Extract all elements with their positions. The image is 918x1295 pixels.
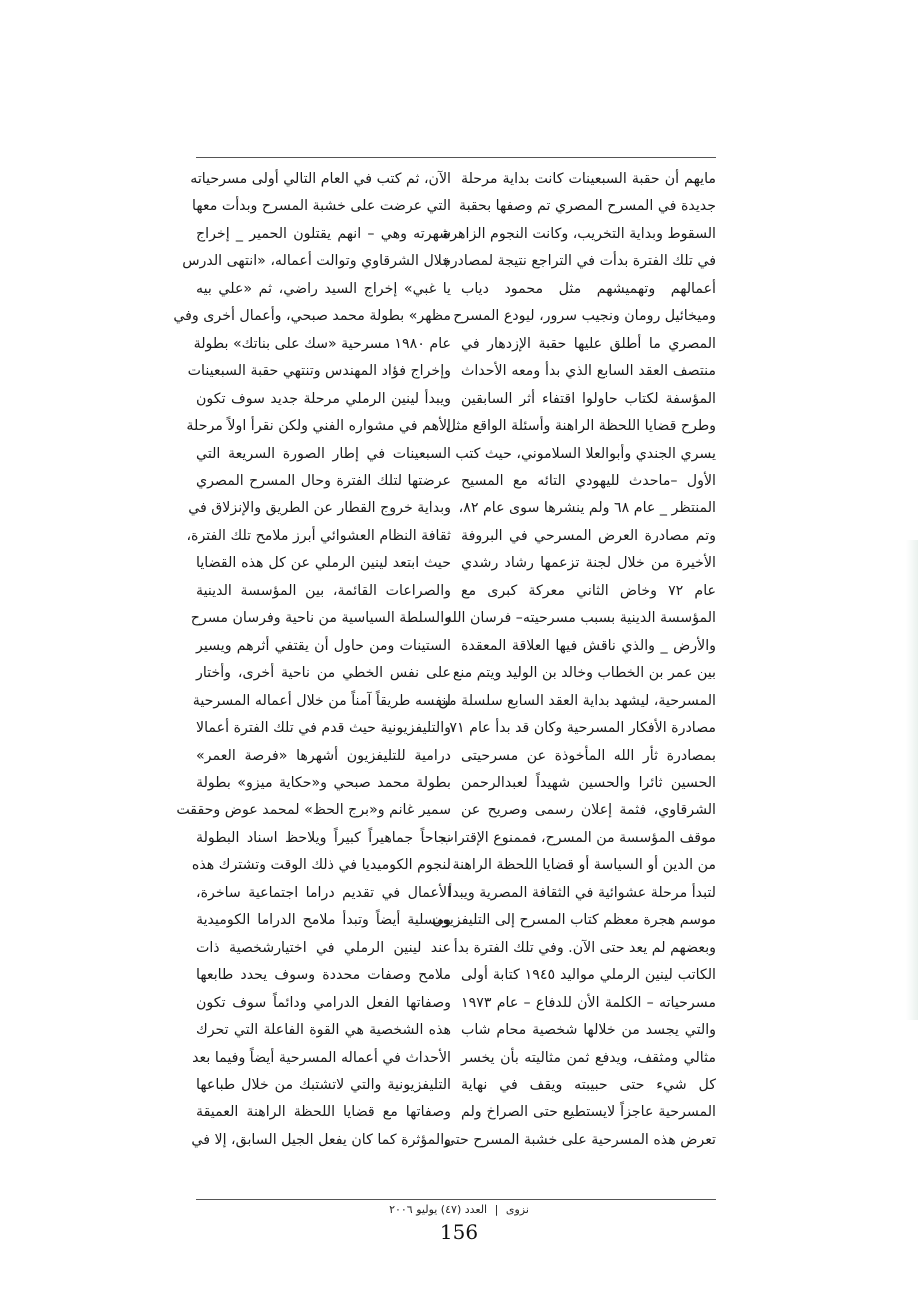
text-line: منتصف العقد السابع الذي بدأ ومعه الأحداث — [461, 363, 716, 380]
footer-separator: | — [494, 1203, 499, 1216]
text-line: بمصادرة ثأر الله المأخوذة عن مسرحيتى — [461, 747, 716, 764]
text-line: تعرض هذه المسرحية على خشبة المسرح حتى — [443, 1131, 716, 1148]
text-line: المؤسسة الدينية بسبب مسرحيته– فرسان الله — [444, 610, 716, 627]
text-line: يا غبي» إخراج السيد راضي، ثم «علي بيه — [196, 280, 451, 297]
text-line: حيث ابتعد لينين الرملي عن كل هذه القضايا — [196, 555, 451, 572]
text-line: بين عمر بن الخطاب وخالد بن الوليد ويتم منع — [452, 665, 716, 682]
text-line: السبعينات في إطار الصورة السريعة التي — [196, 445, 451, 462]
issue-date: العدد (٤٧) يوليو ٢٠٠٦ — [389, 1203, 488, 1216]
text-line: أعمالهم وتهميشهم مثل محمود دياب — [461, 280, 716, 297]
text-line: وصفاتها مع قضايا اللحظة الراهنة العميقة — [196, 1104, 451, 1121]
text-line: المسرحية، ليشهد بداية العقد السابع سلسلة من — [438, 692, 716, 709]
text-line: وميخائيل رومان ونجيب سرور، ليودع المسرح — [453, 308, 716, 325]
text-line: ثقافة النظام العشوائي أبرز ملامح تلك الفترة، — [186, 527, 451, 544]
text-line: عرضتها لتلك الفترة وحال المسرح المصري — [196, 472, 451, 489]
text-line: الأحداث في أعماله المسرحية أيضاً وفيما بعد — [192, 1049, 451, 1066]
text-line: مثالي ومثقف، ويدفع ثمن مثاليته بأن يخسر — [461, 1049, 716, 1066]
text-line: لنجوم الكوميديا في ذلك الوقت وتشترك هذه — [191, 857, 451, 874]
text-line: الشرقاوي، فثمة إعلان رسمى وصريح عن — [461, 802, 716, 819]
text-line: مسرحياته – الكلمة الأن للدفاع – عام ١٩٧٣ — [461, 994, 716, 1011]
text-line: على نفس الخطي من ناحية أخرى، وأختار — [196, 665, 451, 682]
text-line: الأول –ماحدث لليهودي التائه مع المسيح — [461, 472, 716, 489]
text-line: الأخيرة من خلال لجنة تزعمها رشاد رشدي — [461, 555, 716, 572]
text-line: وطرح قضايا اللحظة الراهنة وأسئلة الواقع مثل — [445, 418, 716, 435]
text-line: والتليفزيونية حيث قدم في تلك الفترة أعمالا — [196, 720, 451, 737]
text-line: الكاتب لينين الرملي مواليد ١٩٤٥ كتابة أولى — [461, 967, 716, 984]
page-number: 156 — [439, 1220, 479, 1244]
text-line: التليفزيونية والتي لاتشتبك من خلال طباعها — [196, 1076, 451, 1093]
text-line: ومسلية أيضاً وتبدأ ملامح الدراما الكوميدية — [196, 912, 451, 929]
text-line: وتم مصادرة العرض المسرحي في البروفة — [461, 527, 716, 544]
text-line: والمؤثرة كما كان يفعل الجيل السابق، إلا في — [191, 1131, 451, 1148]
text-line: جديدة في المسرح المصري تم وصفها بحقبة — [458, 198, 716, 215]
text-line: مايهم أن حقبة السبعينات كانت بداية مرحلة — [461, 171, 716, 187]
text-line: عند لينين الرملي في اختيارشخصية ذات — [196, 939, 451, 956]
text-line: مظهر» بطولة محمد صبحي، وأعمال أخرى وفي — [173, 308, 451, 325]
text-line: من الدين أو السياسة أو قضايا اللحظة الراهنة — [452, 857, 716, 874]
text-line: شهرته وهي – انهم يقتلون الحمير _ إخراج — [196, 225, 451, 242]
text-line: لنفسه طريقاً آمناً من خلال أعماله المسرحية — [192, 692, 451, 709]
text-line: عام ٧٢ وخاض الثاني معركة كبرى مع — [461, 582, 716, 599]
text-line: التي عرضت على خشبة المسرح وبدأت معها — [192, 198, 451, 215]
text-line: موسم هجرة معظم كتاب المسرح إلى التليفزيون — [432, 912, 716, 929]
text-line: مصادرة الأفكار المسرحية وكان قد بدأ عام ٧١ — [449, 720, 716, 737]
text-line: بطولة محمد صبحي و«حكاية ميزو» بطولة — [196, 774, 451, 791]
text-line: وبداية خروج القطار عن الطريق والإنزلاق في — [188, 500, 451, 517]
text-line: الحسين ثائرا والحسين شهيداً لعبدالرحمن — [461, 774, 716, 791]
text-line: الأهم في مشواره الفني ولكن نقرأ اولاً مرحلة — [186, 418, 451, 435]
article-column-left — [173, 166, 451, 1196]
text-line: في تلك الفترة بدأت في التراجع نتيجة لمصادرة — [443, 253, 716, 270]
text-line: كل شيء حتى حبيبته ويقف في نهاية — [461, 1076, 716, 1093]
text-line: الآن، ثم كتب في العام التالي أولى مسرحياته — [190, 171, 451, 187]
text-line: عام ١٩٨٠ مسرحية «سك على بناتك» بطولة — [193, 335, 451, 352]
text-line: ملامح وصفات محددة وسوف يحدد طابعها — [196, 967, 451, 984]
article-column-right — [432, 166, 716, 1196]
bottom-divider — [196, 1199, 716, 1200]
footer-issue-info — [0, 1203, 918, 1216]
text-line: وبعضهم لم يعد حتى الآن. وفي تلك الفترة بدأ — [453, 939, 716, 956]
text-line: المنتظر _ عام ٦٨ ولم ينشرها سوى عام ٨٢، — [458, 500, 716, 517]
text-line: المسرحية عاجزاً لايستطيع حتى الصراخ ولم — [461, 1104, 716, 1121]
text-line: والتي يجسد من خلالها شخصية محام شاب — [461, 1022, 716, 1039]
text-line: هذه الشخصية هي القوة الفاعلة التي تحرك — [196, 1022, 451, 1039]
text-line: المؤسفة لكتاب حاولوا اقتفاء أثر السابقين — [461, 390, 716, 407]
text-line: والأرض _ والذي ناقش فيها العلاقة المعقدة — [461, 637, 716, 654]
text-line: موقف المؤسسة من المسرح، فممنوع الإقتراب — [440, 829, 716, 846]
text-line: يسري الجندي وأبوالعلا السلاموني، حيث كتب — [455, 445, 716, 462]
text-line: والصراعات القائمة، بين المؤسسة الدينية — [196, 582, 451, 599]
text-line: نجاحاً جماهيراً كبيراً ويلاحظ اسناد البطولة — [196, 829, 451, 846]
text-line: سمير غانم و«برج الحظ» لمحمد عوض وحققت — [176, 802, 451, 819]
text-line: وإخراج فؤاد المهندس وتنتهي حقبة السبعينات — [187, 363, 451, 380]
text-line: ويبدأ لينين الرملي مرحلة جديد سوف تكون — [196, 390, 451, 407]
text-line: المصري ما أطلق عليها حقبة الإزدهار في — [461, 335, 716, 352]
text-line: وصفاتها الفعل الدرامي ودائماً سوف تكون — [196, 994, 451, 1011]
text-line: لتبدأ مرحلة عشوائية في الثقافة المصرية ويبدأ — [448, 884, 716, 901]
text-line: السقوط وبداية التخريب، وكانت النجوم الزاهرة — [442, 225, 716, 242]
text-line: والسلطة السياسية من ناحية وفرسان مسرح — [190, 610, 451, 627]
page-edge-shadow — [906, 540, 918, 1020]
text-line: جلال الشرقاوي وتوالت أعماله، «انتهى الدرس — [182, 253, 451, 270]
top-divider — [196, 157, 716, 158]
text-line: درامية للتليفزيون أشهرها «فرصة العمر» — [196, 747, 451, 764]
text-line: الستينات ومن حاول أن يقتفي أثرهم ويسير — [196, 637, 451, 654]
text-line: الأعمال في تقديم دراما اجتماعية ساخرة، — [196, 884, 451, 901]
magazine-name: نزوى — [505, 1203, 529, 1216]
